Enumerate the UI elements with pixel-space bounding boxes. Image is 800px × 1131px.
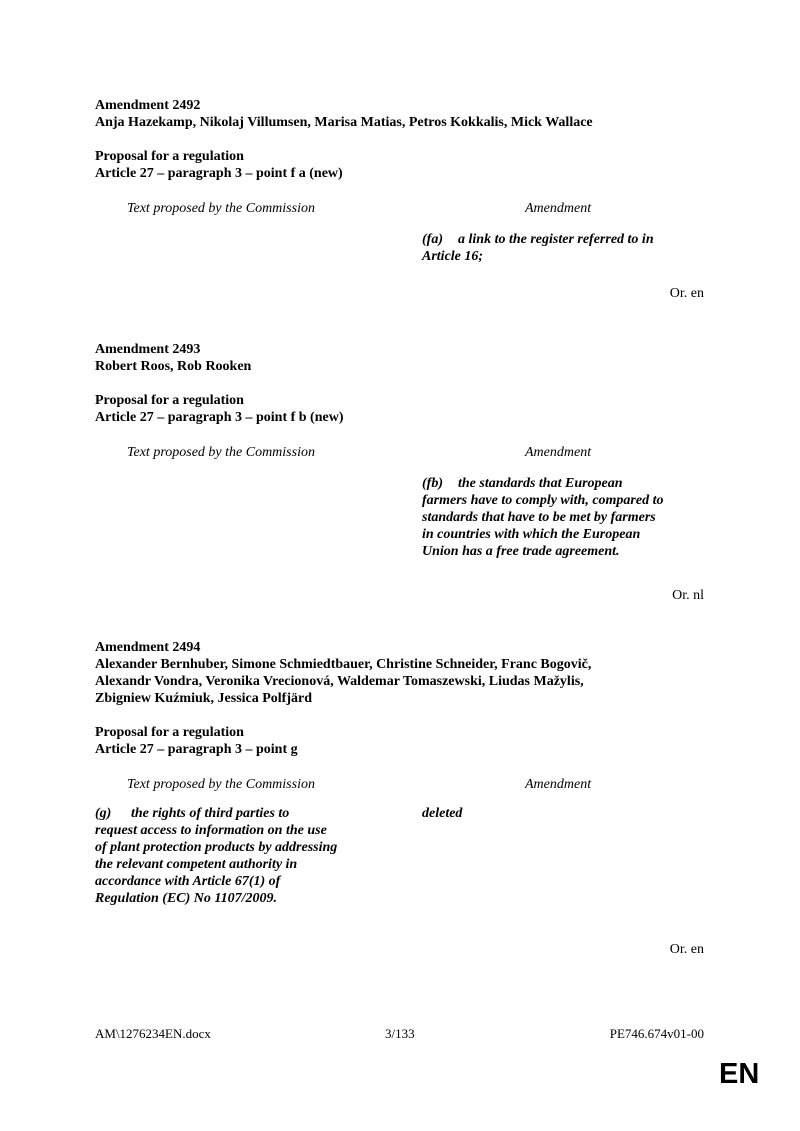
amendment-number: Amendment 2492 bbox=[95, 98, 201, 113]
commission-text-header: Text proposed by the Commission bbox=[127, 445, 315, 460]
amendment-authors: Alexander Bernhuber, Simone Schmiedtbauer, Christine Schneider, Franc Bogovič, bbox=[95, 657, 592, 672]
language-code: EN bbox=[719, 1058, 760, 1090]
commission-text-header: Text proposed by the Commission bbox=[127, 777, 315, 792]
point-label: (fa) bbox=[422, 232, 443, 247]
amendment-text: deleted bbox=[422, 806, 463, 821]
amendment-authors: Alexandr Vondra, Veronika Vrecionová, Waldemar Tomaszewski, Liudas Mažylis, bbox=[95, 674, 584, 689]
proposal-type: Proposal for a regulation bbox=[95, 393, 244, 408]
page-number: 3/133 bbox=[385, 1026, 415, 1041]
pe-reference: PE746.674v01-00 bbox=[609, 1026, 704, 1041]
amendment-block bbox=[95, 97, 710, 301]
amendment-header: Amendment bbox=[525, 445, 592, 460]
page-footer bbox=[95, 1026, 710, 1046]
amendment-block bbox=[95, 341, 710, 603]
commission-text: (g) the rights of third parties to request access to information on the use of plant protection products by addressing the relevant competent authority in accordance with Article 67(1) of Regulation (EC) No 1107/2009. bbox=[95, 806, 338, 906]
amendment-header: Amendment bbox=[525, 201, 592, 216]
amendment-block bbox=[95, 639, 710, 957]
article-reference: Article 27 – paragraph 3 – point g bbox=[95, 742, 298, 757]
point-label: (g) bbox=[95, 806, 112, 821]
commission-text-header: Text proposed by the Commission bbox=[127, 201, 315, 216]
proposal-type: Proposal for a regulation bbox=[95, 149, 244, 164]
amendment-text: (fa) a link to the register referred to in Article 16; bbox=[422, 232, 654, 264]
document-reference: AM\1276234EN.docx bbox=[95, 1026, 211, 1041]
original-language: Or. en bbox=[669, 286, 704, 301]
amendment-number: Amendment 2494 bbox=[95, 640, 201, 655]
proposal-type: Proposal for a regulation bbox=[95, 725, 244, 740]
amendment-number: Amendment 2493 bbox=[95, 342, 201, 357]
article-reference: Article 27 – paragraph 3 – point f a (new) bbox=[95, 166, 343, 181]
original-language: Or. en bbox=[669, 942, 704, 957]
article-reference: Article 27 – paragraph 3 – point f b (new) bbox=[95, 410, 344, 425]
amendment-text: (fb) the standards that European farmers have to comply with, compared to standards that have to be met by farmers in countries with which the European Union has a free trade agreement. bbox=[422, 476, 664, 559]
original-language: Or. nl bbox=[672, 588, 704, 603]
amendment-authors: Robert Roos, Rob Rooken bbox=[95, 359, 252, 374]
amendment-authors: Anja Hazekamp, Nikolaj Villumsen, Marisa Matias, Petros Kokkalis, Mick Wallace bbox=[95, 115, 593, 130]
point-label: (fb) bbox=[422, 476, 443, 491]
amendment-header: Amendment bbox=[525, 777, 592, 792]
amendment-authors: Zbigniew Kuźmiuk, Jessica Polfjärd bbox=[95, 691, 313, 706]
